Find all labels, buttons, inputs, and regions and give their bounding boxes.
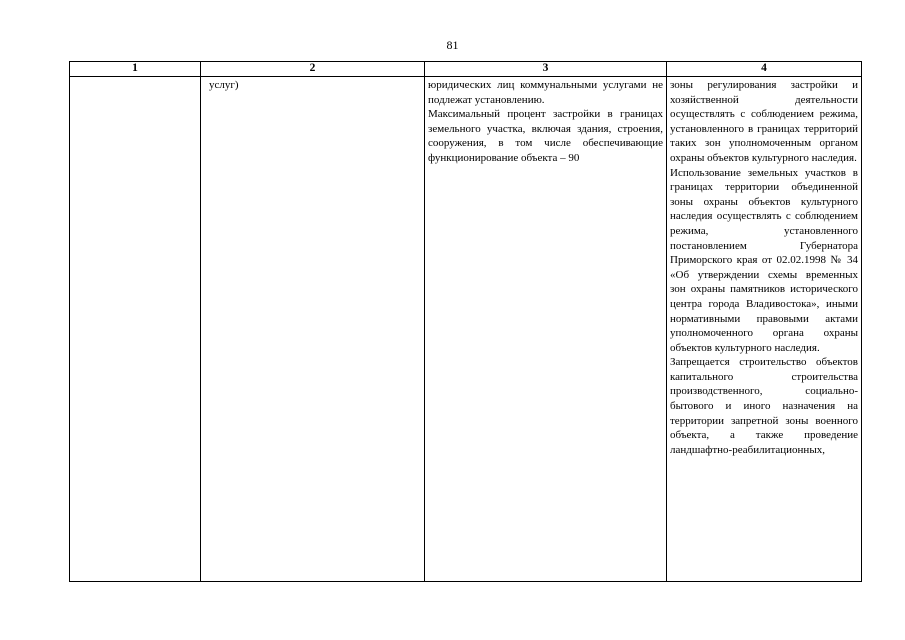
cell-col1 <box>70 77 201 582</box>
table-row <box>70 77 862 582</box>
column-header-3: 3 <box>425 62 667 77</box>
header-row <box>70 62 862 77</box>
page-number: 81 <box>446 38 459 52</box>
col4-paragraph: зоны регулирования застройки и хозяйственной деятельности осуществлять с соблюдением режима, установленного в границах территорий таких зон уполномоченным органом охраны объектов культурного наследия. <box>670 79 858 164</box>
col4-paragraph: Использование земельных участков в границах территории объединенной зоны охраны объектов культурного наследия осуществлять с соблюдением режима, установленного постановлением Губернатора Приморского края от 02.02.1998 № 34 «Об утверждении схемы временных зон охраны памятников исторического центра города Владивостока», иными нормативными правовыми актами уполномоченного органа охраны объектов культурного наследия. <box>670 166 858 354</box>
table-header <box>70 62 862 77</box>
column-header-1: 1 <box>70 62 201 77</box>
cell-col4 <box>667 77 862 582</box>
column-header-4: 4 <box>667 62 862 77</box>
col3-paragraph: юридических лиц коммунальными услугами не подлежат установлению. <box>428 79 663 106</box>
cell-col2: услуг) <box>201 77 425 582</box>
col4-paragraph: Запрещается строительство объектов капитального строительства производственного, социально-бытового и иного назначения на территории запретной зоны военного объекта, а также проведение ландшафтно-реабилитационных, <box>670 356 858 456</box>
col3-paragraph: Максимальный процент застройки в границах земельного участка, включая здания, строения, сооружения, в том числе обеспечивающие функционирование объекта – 90 <box>428 108 663 164</box>
document-table <box>69 61 862 582</box>
cell-col3 <box>425 77 667 582</box>
column-header-2: 2 <box>201 62 425 77</box>
